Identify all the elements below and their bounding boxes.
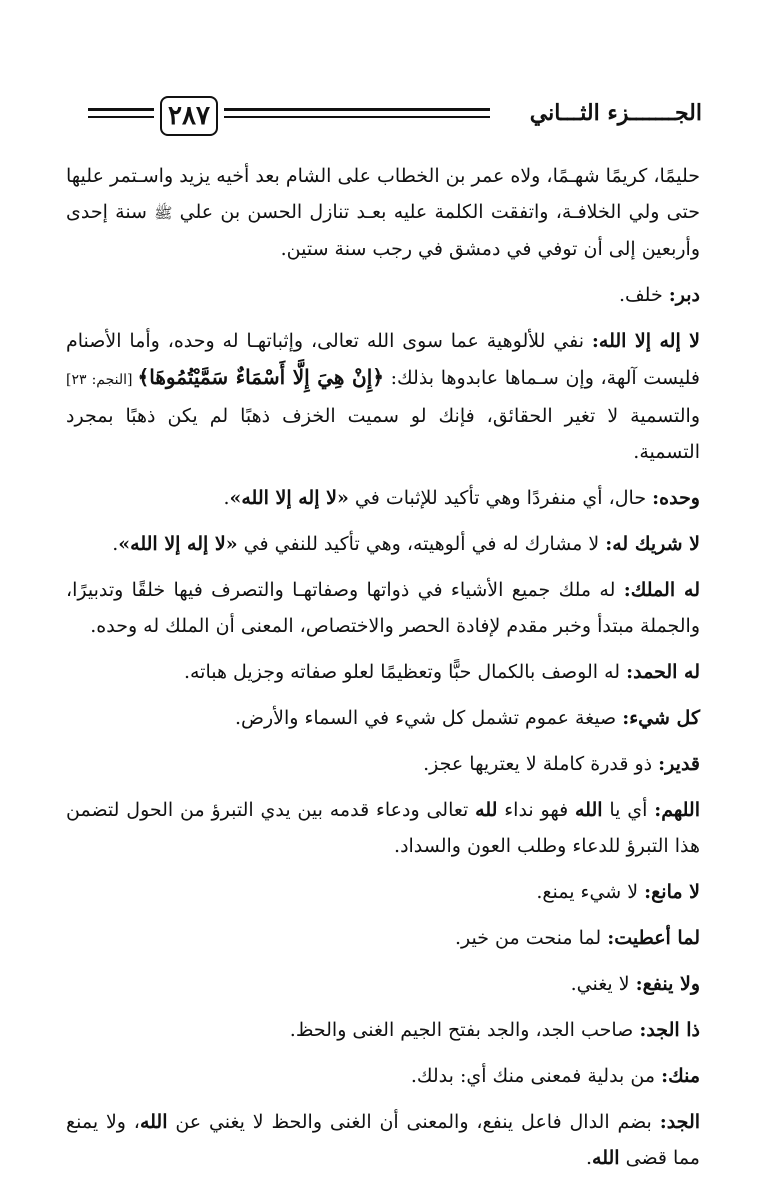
entry-text: له ملك جميع الأشياء في ذواتها وصفاتهـا والتصرف فيها خلقًا وتدبيرًا، والجملة مبتدأ وخبر مقدم لإفادة الحصر والاختصاص، المعنى أن الملك له وحده. (66, 579, 700, 637)
entry-text-continued: والتسمية لا تغير الحقائق، فإنك لو سميت الخزف ذهبًا لم يكن ذهبًا بمجرد التسمية. (66, 405, 700, 463)
entry-wala-yanfa (66, 966, 700, 1002)
divine-name: الله (592, 1147, 620, 1169)
entry-text: بضم الدال فاعل ينفع، والمعنى أن الغنى والحظ لا يغني عن (167, 1111, 660, 1133)
entry-lima-ataita (66, 920, 700, 956)
intro-line-2b: سنة إحدى (66, 201, 155, 223)
entry-term: منك: (661, 1065, 700, 1087)
entry-text: خلف. (618, 284, 669, 306)
entry-term: لا إله إلا الله: (591, 330, 701, 352)
verse-reference: [النجم: ٢٣] (66, 372, 138, 388)
entry-end: . (112, 533, 119, 555)
header-rule-left-top (88, 108, 154, 111)
entry-la-mani (66, 874, 700, 910)
entry-text: ، ولا يمنع مما قضى (66, 1111, 700, 1169)
entry-term: اللهم: (654, 799, 700, 821)
entry-la-sharik (66, 526, 700, 562)
entry-dha-aljadd (66, 1012, 700, 1048)
entry-dubur (66, 277, 700, 313)
entry-text: حال، أي منفردًا وهي تأكيد للإثبات في (348, 487, 653, 509)
entry-term: ذا الجد: (639, 1019, 700, 1041)
entry-text: نفي للألوهية عما سوى الله تعالى، وإثباتهـا له وحده، وأما الأصنام فليست آلهة، وإن سـماها عابدوها بذلك: (66, 330, 701, 389)
divine-name: الله (139, 1111, 168, 1133)
entry-term: الجد: (659, 1111, 701, 1133)
entry-quote: «لا إله إلا الله» (229, 487, 349, 509)
running-title: الجـــــــزء الثـــاني (529, 100, 702, 126)
entry-term: لا مانع: (644, 881, 700, 903)
entry-term: له الحمد: (626, 661, 700, 683)
divine-name: لله (475, 799, 498, 821)
entry-text: أي يا (602, 799, 655, 821)
entry-kull-shay (66, 700, 700, 736)
entry-text: لا مشارك له في ألوهيته، وهي تأكيد للنفي في (237, 533, 606, 555)
entry-text: صاحب الجد، والجد بفتح الجيم الغنى والحظ. (289, 1019, 640, 1041)
entry-lahu-alhamd (66, 654, 700, 690)
entry-term: ولا ينفع: (635, 973, 700, 995)
entry-text: له الوصف بالكمال حبًّا وتعظيمًا لعلو صفاته وجزيل هباته. (183, 661, 627, 683)
entry-text: لا يغني. (570, 973, 636, 995)
entry-text: لا شيء يمنع. (536, 881, 645, 903)
entry-term: كل شيء: (622, 707, 700, 729)
honorific-symbol: ﷺ (154, 204, 173, 222)
entry-minka (66, 1058, 700, 1094)
entry-end: . (585, 1147, 593, 1169)
header-rule-mid-bottom (224, 116, 490, 118)
entry-qadir (66, 746, 700, 782)
divine-name: الله (575, 799, 603, 821)
entry-term: له الملك: (623, 579, 700, 601)
entry-text: فهو نداء (497, 799, 575, 821)
entry-text: صيغة عموم تشمل كل شيء في السماء والأرض. (234, 707, 623, 729)
entry-term: وحده: (652, 487, 700, 509)
intro-line-3: وأربعين إلى أن توفي في دمشق في رجب سنة ستين. (280, 238, 700, 260)
intro-line-1: حليمًا، كريمًا شهـمًا، ولاه عمر بن الخطاب على الشام بعد أخيه يزيد واسـتمر عليها (66, 165, 701, 187)
entry-quote: «لا إله إلا الله» (118, 533, 238, 555)
entry-text: لما منحت من خير. (455, 927, 608, 949)
entry-aljaddu (66, 1104, 700, 1176)
page-content (66, 158, 700, 1176)
entry-text: تعالى ودعاء قدمه بين يدي التبرؤ من الحول لتضمن هذا التبرؤ للدعاء وطلب العون والسداد. (66, 799, 700, 857)
entry-tawhid (66, 323, 700, 470)
header-rule-left-bottom (88, 116, 154, 118)
intro-paragraph (66, 158, 700, 267)
entry-text: ذو قدرة كاملة لا يعتريها عجز. (423, 753, 659, 775)
entry-end: . (223, 487, 230, 509)
quran-verse: ﴿إِنْ هِيَ إِلَّا أَسْمَاءٌ سَمَّيْتُمُوهَا﴾ (137, 365, 384, 389)
page-header (0, 86, 760, 146)
entry-term: لا شريك له: (605, 533, 700, 555)
page-number: ٢٨٧ (160, 96, 218, 136)
entry-term: قدير: (658, 753, 700, 775)
entry-allahumma (66, 792, 700, 864)
entry-wahdahu (66, 480, 700, 516)
entry-lahu-almulk (66, 572, 700, 644)
header-rule-mid-top (224, 108, 490, 111)
entry-term: لما أعطيت: (607, 927, 700, 949)
intro-line-2a: حتى ولي الخلافـة، واتفقت الكلمة عليه بعـد تنازل الحسن بن علي (172, 201, 700, 223)
entry-text: من بدلية فمعنى منك أي: بدلك. (410, 1065, 662, 1087)
entry-term: دبر: (668, 284, 700, 306)
